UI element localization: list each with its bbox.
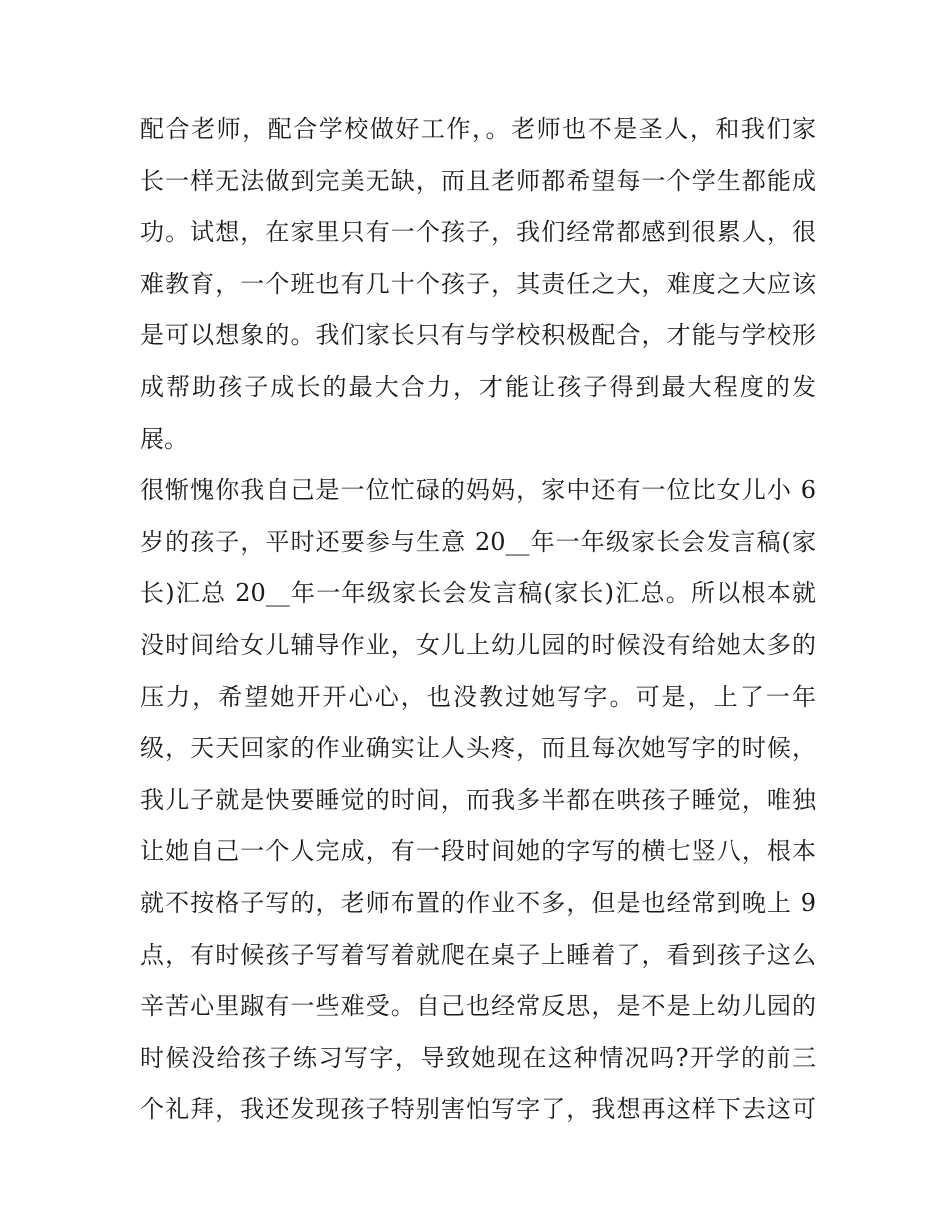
text-line: 岁的孩子，平时还要参与生意 20__年一年级家长会发言稿(家 — [140, 527, 816, 556]
text-line: 压力，希望她开开心心，也没教过她写字。可是，上了一年 — [140, 682, 816, 711]
text-line: 级，天天回家的作业确实让人头疼，而且每次她写字的时候， — [140, 734, 816, 763]
text-line: 很惭愧你我自己是一位忙碌的妈妈，家中还有一位比女儿小 6 — [140, 476, 816, 505]
text-line: 没时间给女儿辅导作业，女儿上幼儿园的时候没有给她太多的 — [140, 630, 816, 659]
text-line: 长一样无法做到完美无缺，而且老师都希望每一个学生都能成 — [140, 166, 816, 195]
text-line: 展。 — [140, 424, 188, 453]
document-body — [140, 104, 816, 1136]
text-line: 功。试想，在家里只有一个孩子，我们经常都感到很累人，很 — [140, 218, 816, 247]
text-line: 是可以想象的。我们家长只有与学校积极配合，才能与学校形 — [140, 321, 816, 350]
text-line: 让她自己一个人完成，有一段时间她的字写的横七竖八，根本 — [140, 837, 816, 866]
text-line: 辛苦心里踧有一些难受。自己也经常反思，是不是上幼儿园的 — [140, 992, 816, 1021]
text-line: 点，有时候孩子写着写着就爬在桌子上睡着了，看到孩子这么 — [140, 940, 816, 969]
text-line: 就不按格子写的，老师布置的作业不多，但是也经常到晚上 9 — [140, 888, 816, 917]
paragraph-1 — [140, 104, 816, 465]
text-line: 难教育，一个班也有几十个孩子，其责任之大，难度之大应该 — [140, 269, 816, 298]
text-line: 成帮助孩子成长的最大合力，才能让孩子得到最大程度的发 — [140, 372, 816, 401]
text-line: 长)汇总 20__年一年级家长会发言稿(家长)汇总。所以根本就 — [140, 579, 816, 608]
paragraph-2 — [140, 465, 816, 1136]
text-line: 配合老师，配合学校做好工作，。老师也不是圣人，和我们家 — [140, 115, 816, 143]
text-line: 时候没给孩子练习写字，导致她现在这种情况吗?开学的前三 — [140, 1043, 816, 1072]
text-line: 个礼拜，我还发现孩子特别害怕写字了，我想再这样下去这可 — [140, 1095, 816, 1124]
text-line: 我儿子就是快要睡觉的时间，而我多半都在哄孩子睡觉，唯独 — [140, 785, 816, 814]
